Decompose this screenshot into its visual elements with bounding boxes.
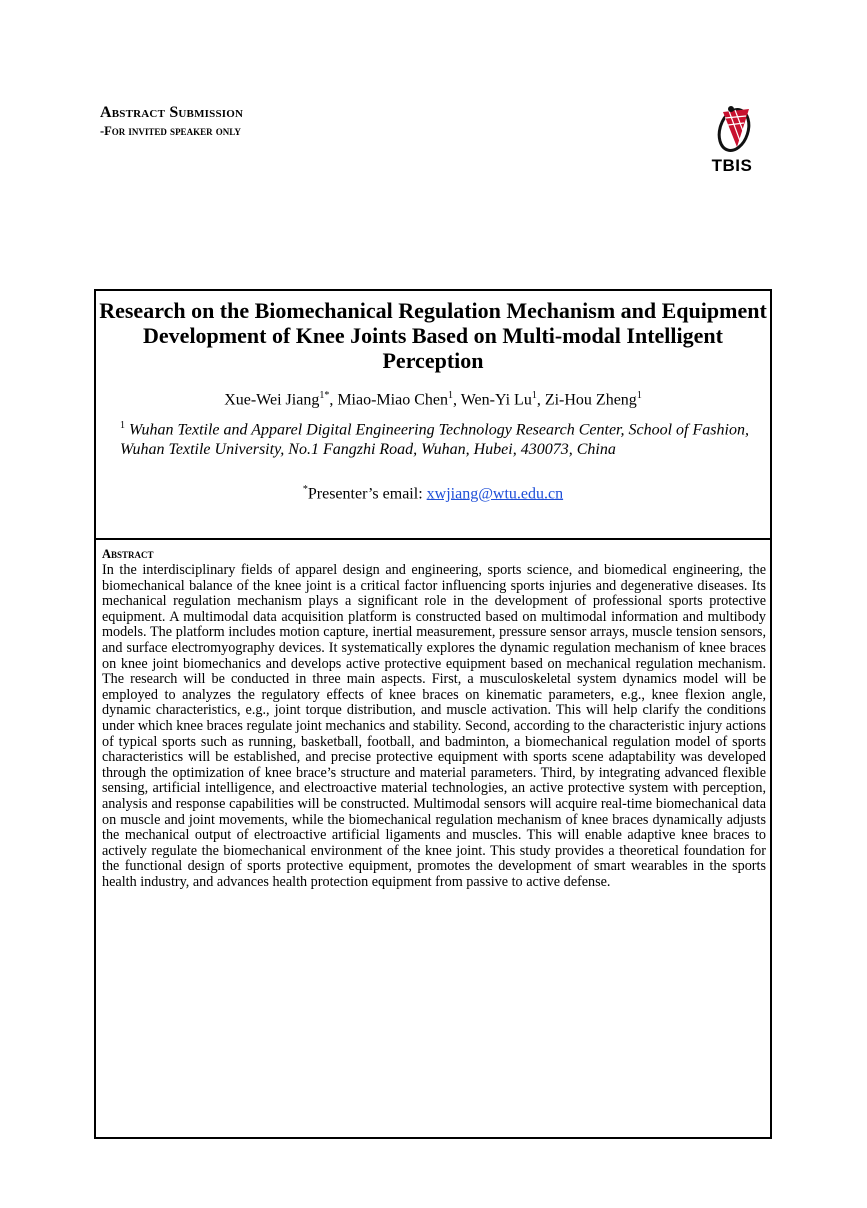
abstract-heading: Abstract — [102, 547, 154, 561]
author-sup: 1* — [319, 390, 330, 401]
paper-title: Research on the Biomechanical Regulation Mechanism and Equipment Development of Knee Joints Based on Multi-modal Intelligent Perception — [99, 298, 767, 373]
affiliation-text: Wuhan Textile and Apparel Digital Engineering Technology Research Center, School of Fashion, Wuhan Textile University, No.1 Fangzhi Road, Wuhan, Hubei, 430073, China — [120, 421, 749, 459]
affiliation — [120, 416, 766, 460]
author-list: Xue-Wei Jiang$^{1*}$, Miao-Miao Chen$^1$, Wen-Yi Lu$^1$, Zi-Hou Zheng$^1$ — [224, 390, 642, 409]
author-name: Miao-Miao Chen — [337, 391, 448, 409]
tbis-logo-icon — [701, 103, 763, 155]
email-label: Presenter’s email: — [307, 485, 427, 503]
submission-title: Abstract Submission — [100, 104, 244, 121]
email-sup: * — [302, 484, 308, 495]
author-name: Wen-Yi Lu — [460, 391, 532, 409]
author-name: Zi-Hou Zheng — [544, 391, 637, 409]
abstract-text: In the interdisciplinary fields of apparel design and engineering, sports science, and biomedical engineering, the biomechanical balance of the knee joint is a critical factor influencing sports injuries and degenerative diseases. Its mechanical regulation mechanism plays a significant role in the development of professional sports protective equipment. A multimodal data acquisition platform is constructed based on multimodal information and multibody models. The platform includes motion capture, inertial measurement, pressure sensor arrays, muscle tension sensors, and surface electromyography devices. It systematically explores the dynamic regulation mechanism of knee braces on knee joint biomechanics and develops active protective equipment based on mechanical regulation mechanism. The research will be conducted in three main aspects. First, a musculoskeletal system dynamics model will be employed to analyzes the regulatory effects of knee braces on kinematic parameters, e.g., knee flexion angle, dynamic characteristics, e.g., joint torque distribution, and muscle activation. This will help clarify the conditions under which knee braces regulate joint mechanics and stability. Second, according to the characteristic injury actions of typical sports such as running, basketball, football, and badminton, a biomechanical regulation model of sports characteristics will be established, and precise protective equipment with sports scene adaptability was developed through the optimization of knee brace’s structure and material parameters. Third, by integrating advanced flexible sensing, artificial intelligence, and electroactive material technologies, an active protective system with perception, analysis and response capabilities will be constructed. Multimodal sensors will acquire real-time biomechanical data on muscle and joint movements, while the biomechanical regulation mechanism of knee braces dynamically adjusts the mechanical output of electroactive artificial ligaments and muscles. This will enable adaptive knee braces to actively regulate the biomechanical environment of the knee joint. This study provides a theoretical foundation for the functional design of sports protective equipment, promotes the development of smart wearables in the sports health industry, and advances health protection equipment from passive to active defense. — [102, 562, 766, 890]
email-link[interactable]: xwjiang@wtu.edu.cn — [426, 485, 564, 503]
author-sup: 1 — [447, 390, 453, 401]
author-sup: 1 — [531, 390, 537, 401]
title-box — [94, 289, 772, 538]
submission-header — [100, 104, 243, 139]
abstract-box — [94, 538, 772, 1139]
logo-text: TBIS — [711, 156, 753, 175]
submission-subtitle: -For invited speaker only — [100, 124, 241, 138]
author-name: Xue-Wei Jiang — [224, 391, 320, 409]
presenter-email — [96, 484, 770, 503]
affiliation-sup: 1 — [120, 420, 125, 431]
author-sup: 1 — [636, 390, 642, 401]
tbis-logo — [701, 103, 763, 179]
